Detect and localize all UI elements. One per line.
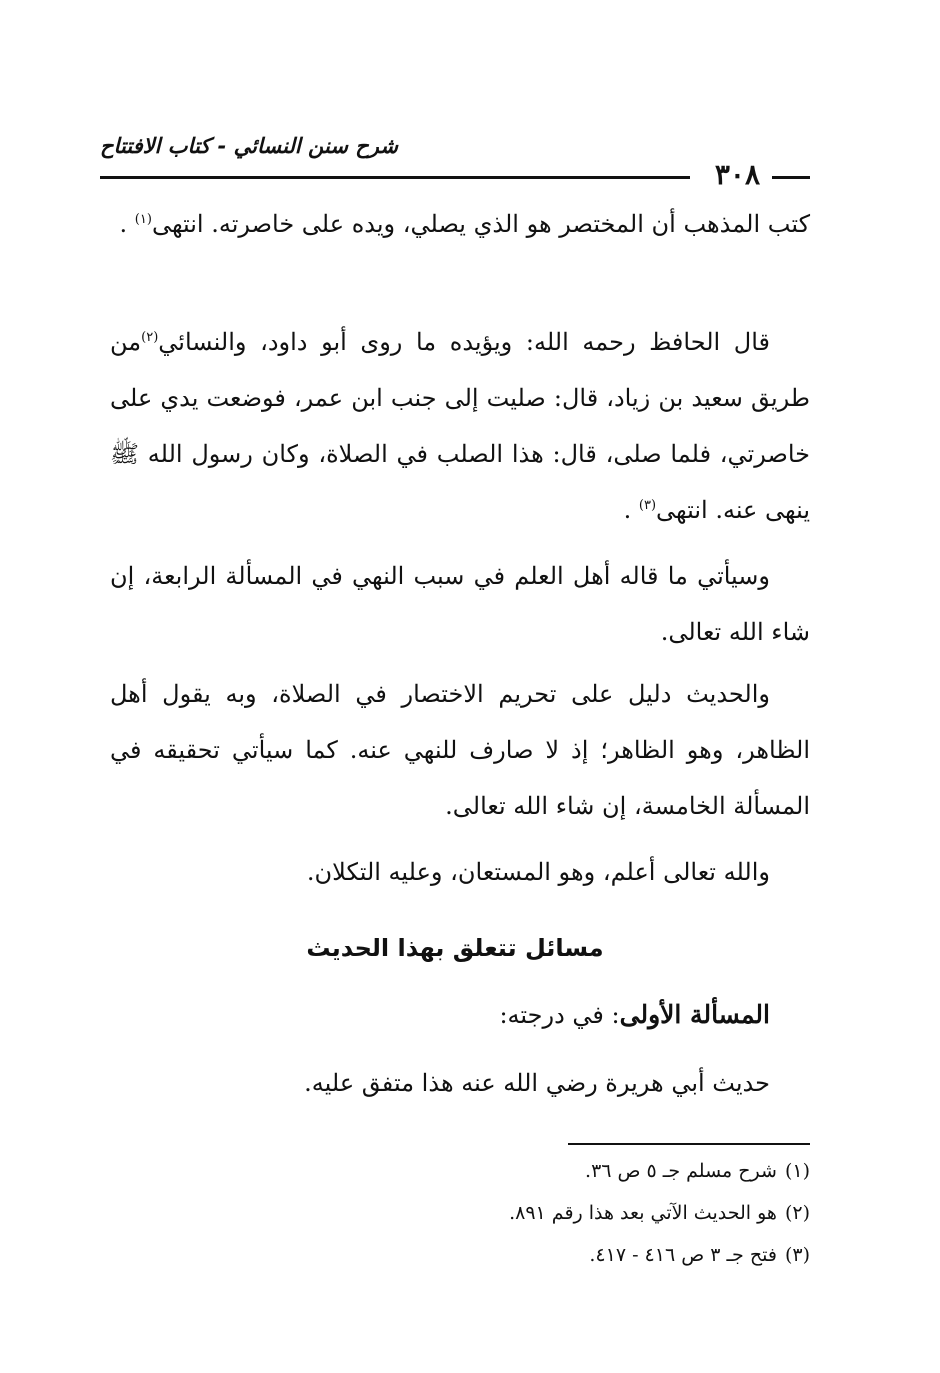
paragraph-1-text: كتب المذهب أن المختصر هو الذي يصلي، ويده على خاصرته. انتهى: [151, 210, 810, 238]
footnote-2: [110, 1192, 810, 1234]
paragraph-2-tail: من طريق سعيد بن زياد، قال: صليت إلى جنب ابن عمر، فوضعت يدي على خاصرتي، فلما صلى، قال: هذا الصلب في الصلاة، وكان رسول الله ﷺ ينهى عنه. انتهى: [110, 328, 811, 524]
footnote-ref-3: (٣): [638, 498, 657, 513]
paragraph-1-tail: .: [119, 210, 135, 238]
footnote-3-text: فتح جـ ٣ ص ٤١٦ - ٤١٧.: [589, 1244, 777, 1266]
question-label: المسألة الأولى: [619, 1000, 770, 1029]
footnote-2-mark: (٢): [784, 1202, 810, 1224]
footnotes: [110, 1150, 810, 1276]
question-line: [110, 990, 810, 1040]
footnote-ref-1: (١): [134, 212, 152, 227]
paragraph-2-end: .: [623, 496, 639, 524]
footnote-ref-2: (٢): [141, 330, 159, 345]
paragraph-3: وسيأتي ما قاله أهل العلم في سبب النهي في المسألة الرابعة، إن شاء الله تعالى.: [110, 562, 810, 646]
footnote-3: [110, 1234, 810, 1276]
page-number-rule: [772, 176, 810, 179]
paragraph-4: والحديث دليل على تحريم الاختصار في الصلاة، وبه يقول أهل الظاهر، وهو الظاهر؛ إذ لا صارف للنهي عنه. كما سيأتي تحقيقه في المسألة الخامسة، إن شاء الله تعالى.: [110, 680, 810, 820]
footnote-1-mark: (١): [784, 1160, 810, 1182]
header-rule: [100, 176, 690, 179]
page-number: ٣٠٨: [714, 158, 760, 191]
paragraph-5: والله تعالى أعلم، وهو المستعان، وعليه التكلان.: [306, 858, 770, 886]
paragraph-1: [110, 196, 810, 252]
running-header: [100, 130, 810, 190]
question-text: : في درجته:: [499, 1001, 620, 1029]
footnote-1: [110, 1150, 810, 1192]
footnote-2-text: هو الحديث الآتي بعد هذا رقم ٨٩١.: [509, 1202, 777, 1224]
footnote-1-text: شرح مسلم جـ ٥ ص ٣٦.: [585, 1160, 777, 1182]
paragraph-2: [110, 314, 810, 538]
section-heading: مسائل تتعلق بهذا الحديث: [306, 934, 604, 962]
answer-line: حديث أبي هريرة رضي الله عنه هذا متفق عليه.: [304, 1069, 770, 1097]
paragraph-2-text: قال الحافظ رحمه الله: ويؤيده ما روى أبو داود، والنسائي: [158, 328, 770, 356]
header-title: شرح سنن النسائي - كتاب الافتتاح: [100, 134, 398, 158]
footnote-rule: [568, 1143, 810, 1145]
footnote-3-mark: (٣): [784, 1244, 810, 1266]
